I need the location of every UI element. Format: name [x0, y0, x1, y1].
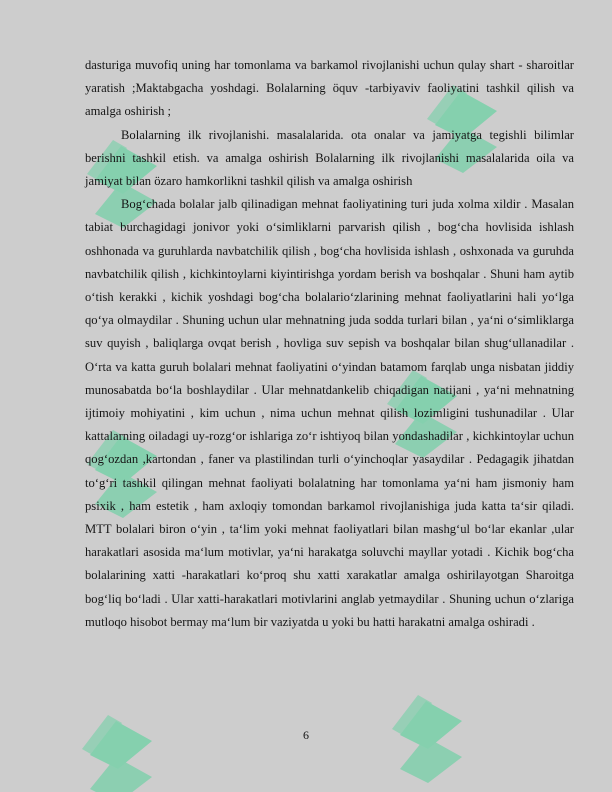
green-logo-mark-icon — [82, 715, 152, 792]
page-number: 6 — [303, 728, 309, 742]
document-body — [85, 54, 574, 634]
paragraph: dasturiga muvofiq uning har tomonlama va barkamol rivojlanishi uchun qulay shart - sharoitlar yaratish ;Maktabgacha yoshdagi. Bolalarning öquv -tarbiyaviv faoliyatini tashkil qilish va amalga oshirish ; — [85, 58, 574, 119]
paragraph: Bog‘chada bolalar jalb qilinadigan mehnat faoliyatining turi juda xolma xildir . Masalan tabiat burchagidagi jonivor yoki o‘simliklarni parvarish qilish , bog‘cha hovlisida ishlash oshhonada va guruhlarda navbatchilik qilish , bog‘cha hovlisida ishlash , oshxonada va guruhda navbatchilik qilish , kichkintoylarni kiyintirishga yordam berish va boshqalar . Shuni ham aytib o‘tish kerakki , kichik yoshdagi bog‘cha bolalario‘zlarining mehnat faoliyatlarini hali yo‘lga qo‘ya olmaydilar . Shuning uchun ular mehnatning juda sodda turlari bilan , ya‘ni o‘simliklarga suv quyish , baliqlarga ovqat berish , hovliga suv sepish va boshqalar bilan shug‘ullanadilar . O‘rta va katta guruh bolalari mehnat faoliyatini o‘yindan batamom farqlab unga nisbatan jiddiy munosabatda bo‘la boshlaydilar . Ular mehnatdankelib chiqadigan natijani , ya‘ni mehnatning ijtimoiy mohiyatini , kim uchun , nima uchun mehnat qilish lozimligini tushunadilar . Ular kattalarning oiladagi uy-rozg‘or ishlariga zo‘r ishtiyoq bilan yondashadilar , kichkintoylar uchun qog‘ozdan ,kartondan , faner va plastilindan turli o‘yinchoqlar yasaydilar . Pedagagik jihatdan to‘g‘ri tashkil qilingan mehnat faoliyati bolalatning har tomonlama ya‘ni ham jismoniy ham psixik , ham estetik , ham axloqiy tomondan barkamol rivojlanishiga juda katta ta‘sir qiladi. MTT bolalari biron o‘yin , ta‘lim yoki mehnat faoliyatlari bilan mashg‘ul bo‘lar ekanlar ,ular harakatlari asosida ma‘lum motivlar, ya‘ni harakatga soluvchi mayllar yotadi . Kichik bog‘cha bolalarining xatti -harakatlari ko‘proq shu xatti xarakatlar amalga oshirilayotgan Sharoitga bog‘liq bo‘ladi . Ular xatti-harakatlari motivlarini anglab yetmaydilar . Shuning uchun o‘zlariga mutloqo hisobot bermay ma‘lum bir vaziyatda u yoki bu hatti harakatni amalga oshiradi . — [85, 197, 574, 629]
paragraph: Bolalarning ilk rivojlanishi. masalalarida. ota onalar va jamiyatga tegishli bilimlar berishni tashkil etish. va amalga oshirish Bolalarning ilk rivojlanishi masalalarida oila va jamiyat bilan özaro hamkorlikni tashkil qilish va amalga oshirish — [85, 127, 574, 189]
